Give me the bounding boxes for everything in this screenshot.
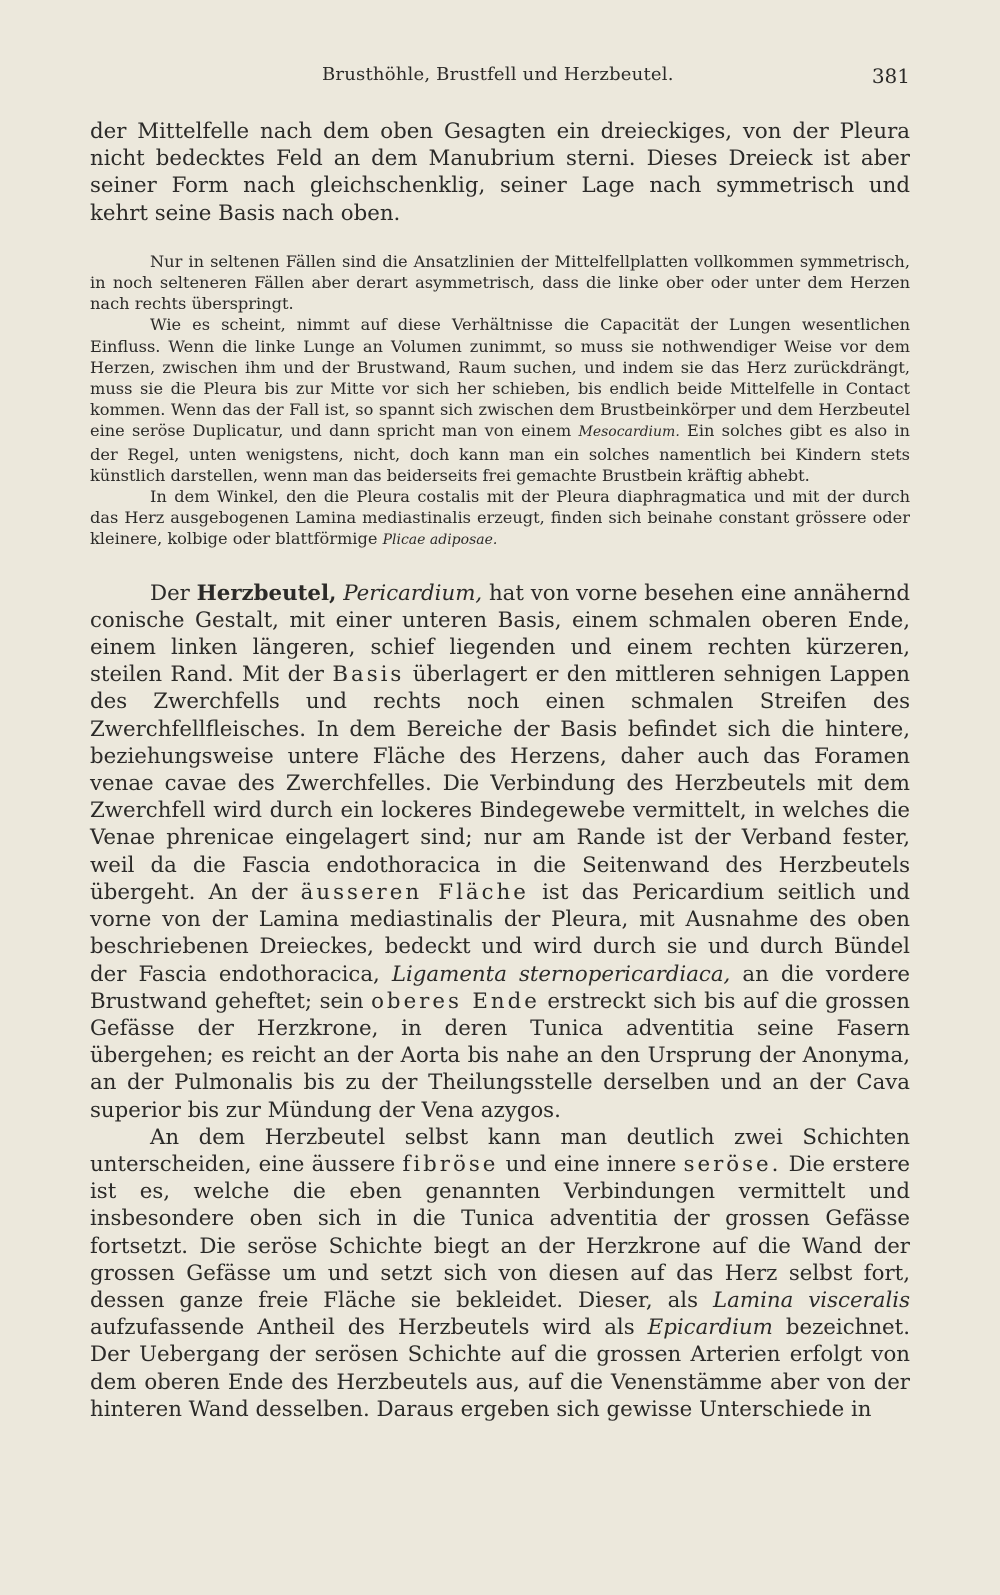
term-herzbeutel: Herzbeutel, (196, 580, 337, 606)
p3-text-4: aufzufassende Antheil des Herzbeutels wird als (90, 1315, 635, 1341)
p2-text-5: an die vordere Brustwand geheftet; sein (90, 961, 910, 1014)
note2-text-a: Wie es scheint, nimmt auf diese Verhältnisse die Capacität der Lungen wesentlichen Einfluss. Wenn die linke Lunge an Volumen zunimmt, so muss sie nothwendiger Weise vor dem Herzen, zwischen ihm und der Brustwand, Raum suchen, und indem sie das Herz zurückdrängt, muss sie die Pleura bis zur Mitte vor sich her schieben, bis endlich beide Mittelfelle in Contact kommen. Wenn das der Fall ist, so spannt sich zwischen dem Brustbeinkörper und dem Herzbeutel eine seröse Duplicatur, und dann spricht man von einem (90, 315, 910, 441)
term-epicardium: Epicardium (647, 1315, 773, 1341)
p2-text-3: überlagert er den mittleren sehnigen Lappen des Zwerchfells und rechts noch einen schmalen Streifen des Zwerchfellfleisches. In dem Bereiche der Basis befindet sich die hintere, beziehungsweise untere Fläche des Herzens, daher auch das Foramen venae cavae des Zwerchfelles. Die Verbindung des Herzbeutels mit dem Zwerchfell wird durch ein lockeres Bindegewebe vermittelt, in welches die Venae phrenicae eingelagert sind; nur am Rande ist der Verband fester, weil da die Fascia endothoracica in die Seitenwand des Herzbeutels übergeht. An der (90, 662, 910, 905)
note-paragraph-2 (90, 314, 910, 486)
p3-text-1: An dem Herzbeutel selbst kann man deutlich zwei Schichten unterscheiden, eine äussere (90, 1124, 910, 1177)
term-oberes-ende: oberes Ende (371, 988, 540, 1014)
term-fibroese: fibröse (402, 1151, 499, 1177)
term-lamina-visceralis: Lamina visceralis (713, 1287, 910, 1313)
p3-text-5: bezeichnet. Der Uebergang der serösen Schichte auf die grossen Arterien erfolgt von dem oberen Ende des Herzbeutels aus, auf die Venenstämme aber von der hinteren Wand desselben. Daraus ergeben sich gewisse Unterschiede in (90, 1315, 910, 1422)
term-seroese: seröse. (683, 1151, 782, 1177)
p2-text-1: Der (150, 580, 190, 606)
term-mesocardium: Mesocardium. (578, 424, 680, 441)
p3-text-2: und eine innere (505, 1151, 677, 1177)
page-body (90, 118, 910, 1423)
paragraph-continuation: der Mittelfelle nach dem oben Gesagten ein dreieckiges, von der Pleura nicht bedecktes Feld an dem Manubrium sterni. Dieses Dreieck ist aber seiner Form nach gleichschenklig, seiner Lage nach symmetrisch und kehrt seine Basis nach oben. (90, 119, 910, 226)
note-paragraph-1: Nur in seltenen Fällen sind die Ansatzlinien der Mittelfellplatten vollkommen symmetrisch, in noch selteneren Fällen aber derart asymmetrisch, dass die linke ober oder unter dem Herzen nach rechts überspringt. (90, 251, 910, 314)
page-number: 381 (871, 64, 910, 88)
spacer (90, 552, 910, 580)
note-paragraph-3 (90, 486, 910, 552)
paragraph-herzbeutel (90, 580, 910, 1124)
p3-text-3: Die erstere ist es, welche die eben genannten Verbindungen vermittelt und insbesondere oben sich in die Tunica adventitia der grossen Gefässe fortsetzt. Die seröse Schichte biegt an der Herzkrone auf die Wand der grossen Gefässe um und setzt sich von diesen auf das Herz selbst fort, dessen ganze freie Fläche sie bekleidet. Dieser, als (90, 1151, 910, 1313)
p2-text-6: erstreckt sich bis auf die grossen Gefässe der Herzkrone, in deren Tunica adventitia seine Fasern übergehen; es reicht an der Aorta bis nahe an den Ursprung der Anonyma, an der Pulmonalis bis zu der Theilungsstelle derselben und an der Cava superior bis zur Mündung der Vena azygos. (90, 988, 910, 1123)
spacer (90, 227, 910, 251)
term-ligamenta: Ligamenta sternopericardiaca, (391, 961, 731, 987)
term-pericardium: Pericardium, (343, 580, 483, 606)
term-plicae-adiposae: Plicae adiposae. (382, 532, 498, 549)
note2-text-b: Ein solches gibt es also in der Regel, unten wenigstens, nicht, doch kann man ein solches namentlich bei Kindern stets künstlich darstellen, wenn man das beiderseits frei gemachte Brustbein kräftig abhebt. (90, 421, 910, 485)
paragraph-schichten (90, 1124, 910, 1423)
running-title: Brusthöhle, Brustfell und Herzbeutel. (322, 64, 674, 85)
note3-text-a: In dem Winkel, den die Pleura costalis mit der Pleura diaphragmatica und mit der durch das Herz ausgebogenen Lamina mediastinalis erzeugt, finden sich beinahe constant grössere oder kleinere, kolbige oder blattförmige (90, 487, 910, 549)
term-aeussere-flaeche: äusseren Fläche (300, 879, 529, 905)
p2-text-2: hat von vorne besehen eine annähernd conische Gestalt, mit einer unteren Basis, einem schmalen oberen Ende, einem linken längeren, schief liegenden und einem rechten kürzeren, steilen Rand. Mit der (90, 580, 910, 688)
term-basis: Basis (332, 662, 405, 688)
p2-text-4: ist das Pericardium seitlich und vorne von der Lamina mediastinalis der Pleura, mit Ausnahme des oben beschriebenen Dreieckes, bedeckt und wird durch sie und durch Bündel der Fascia endothoracica, (90, 879, 910, 987)
page-header (90, 64, 910, 98)
